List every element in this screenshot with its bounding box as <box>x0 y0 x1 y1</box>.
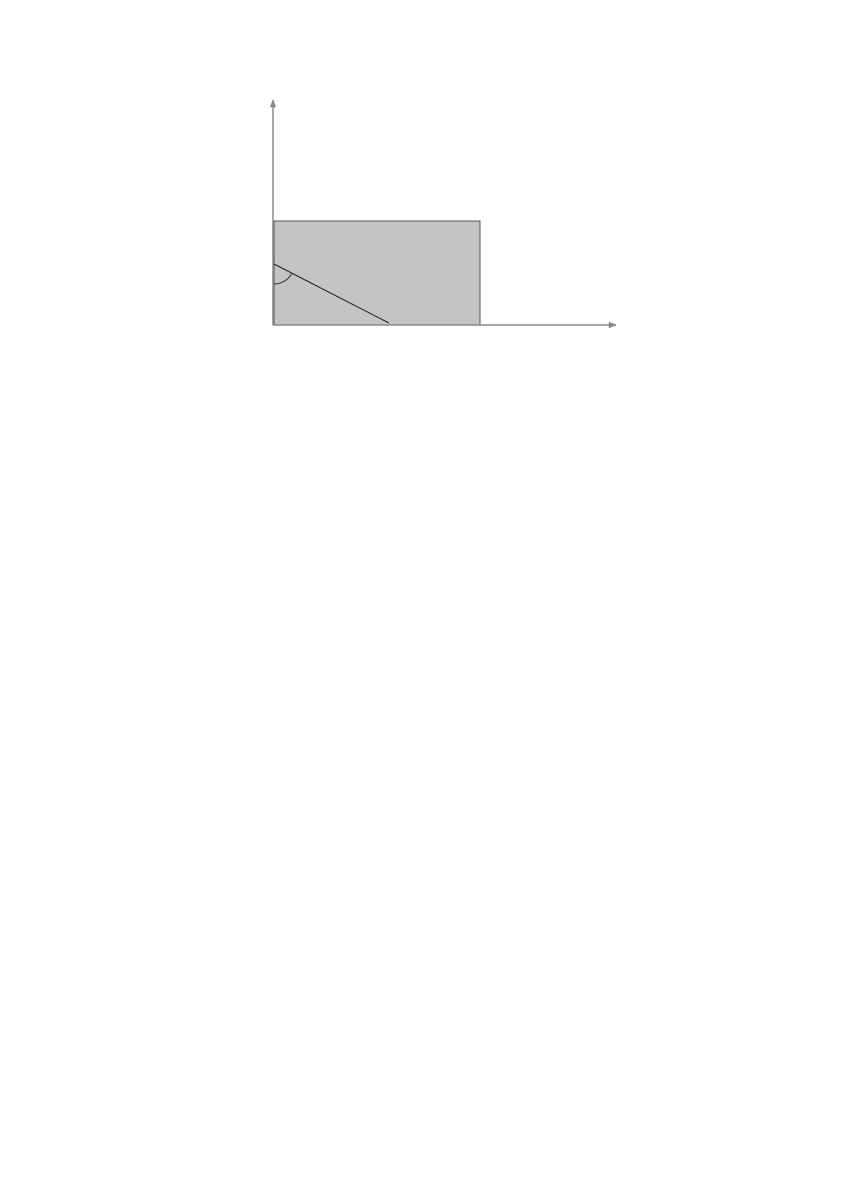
plate <box>274 221 480 325</box>
stress-state-diagram <box>0 0 850 420</box>
